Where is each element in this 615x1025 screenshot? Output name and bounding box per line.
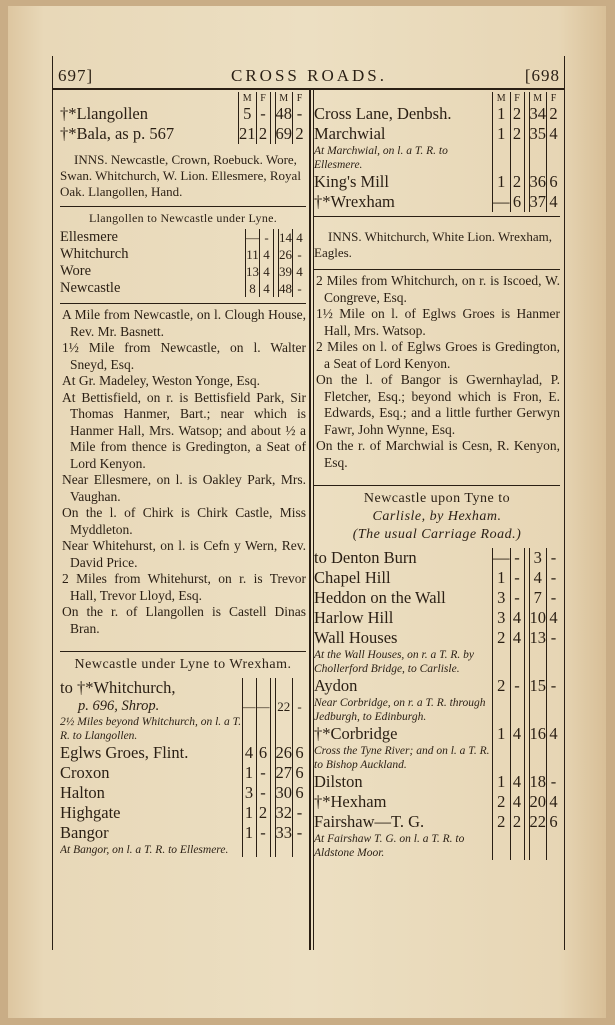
miles-header: M xyxy=(239,92,257,104)
table-note: At the Wall Houses, on r. a T. R. by Chollerford Bridge, to Carlisle. xyxy=(314,648,560,676)
table-row: Marchwial 1 2 35 4 xyxy=(314,124,560,144)
table-row: †*Hexham 2 4 20 4 xyxy=(314,792,560,812)
route-table-carlisle xyxy=(314,548,560,860)
seats-paragraphs-right xyxy=(314,273,560,471)
total-furlongs-header: F xyxy=(547,92,561,104)
seat-paragraph: Near Whitehurst, on l. is Cefn y Wern, Rev. David Price. xyxy=(62,538,306,570)
seats-paragraphs-left xyxy=(60,307,306,637)
table-row: to †*Whitchurch, xyxy=(60,678,306,698)
table-row: Fairshaw—T. G. 2 2 22 6 xyxy=(314,812,560,832)
table-row: †*Bala, as p. 567 21 2 69 2 xyxy=(60,124,306,144)
table-row: Bangor 1 - 33 - xyxy=(60,823,306,843)
seat-paragraph: On the l. of Bangor is Gwernhaylad, P. Fletcher, Esq.; beyond which is Fron, E. Edwards, Esq.; and a little further Gerwyn Fawr, John Wynne, Esq. xyxy=(316,372,560,437)
section-rule xyxy=(60,206,306,207)
inns-note-right: INNS. Whitchurch, White Lion. Wrexham, Eagles. xyxy=(314,229,553,260)
right-column xyxy=(314,92,560,860)
seat-paragraph: On the r. of Llangollen is Castell Dinas Bran. xyxy=(62,604,306,636)
header-rule xyxy=(52,88,564,90)
table-note: At Bangor, on l. a T. R. to Ellesmere. xyxy=(60,843,306,857)
table-row: Dilston 1 4 18 - xyxy=(314,772,560,792)
table-row: Heddon on the Wall 3 - 7 - xyxy=(314,588,560,608)
frame-left-rule xyxy=(52,56,53,950)
route-title-line-1: Newcastle upon Tyne to xyxy=(363,491,511,506)
table-row: Aydon 2 - 15 - xyxy=(314,676,560,696)
section-rule xyxy=(60,303,306,304)
table-row: Wall Houses 2 4 13 - xyxy=(314,628,560,648)
table-row: Eglws Groes, Flint. 4 6 26 6 xyxy=(60,743,306,763)
section-rule xyxy=(314,485,560,486)
table-row: Croxon 1 - 27 6 xyxy=(60,763,306,783)
seat-paragraph: On the l. of Chirk is Chirk Castle, Miss Myddleton. xyxy=(62,505,306,537)
running-title: CROSS ROADS. xyxy=(231,66,387,85)
route-title-llangollen: Llangollen to Newcastle under Lyne. xyxy=(88,211,278,225)
seat-paragraph: Near Ellesmere, on l. is Oakley Park, Mrs. Vaughan. xyxy=(62,472,306,504)
seat-paragraph: 1½ Mile from Newcastle, on l. Walter Sneyd, Esq. xyxy=(62,340,306,372)
column-divider xyxy=(309,90,311,950)
seat-paragraph: A Mile from Newcastle, on l. Clough House, Rev. Mr. Basnett. xyxy=(62,307,306,339)
section-rule xyxy=(60,651,306,652)
seat-paragraph: 1½ Mile on l. of Eglws Groes is Hanmer Hall, Mrs. Watsop. xyxy=(316,306,560,338)
route-table-wrexham xyxy=(60,678,306,857)
section-rule xyxy=(314,216,560,217)
table-row: Newcastle 8 4 48 - xyxy=(60,280,306,297)
route-table-llangollen xyxy=(60,229,306,297)
book-page xyxy=(8,6,606,1018)
route-title-newcastle-wrexham: Newcastle under Lyne to Wrexham. xyxy=(74,657,292,672)
left-column xyxy=(60,92,306,857)
table-note: At Marchwial, on l. a T. R. to Ellesmere. xyxy=(314,144,560,172)
table-note: Near Corbridge, on r. a T. R. through Jedburgh, to Edinburgh. xyxy=(314,696,560,724)
seat-paragraph: 2 Miles from Whitchurch, on r. is Iscoed, W. Congreve, Esq. xyxy=(316,273,560,305)
route-title-newcastle-carlisle xyxy=(314,490,560,544)
page-number-right: [698 xyxy=(524,66,560,85)
page-header xyxy=(56,64,562,88)
table-row: †*Corbridge 1 4 16 4 xyxy=(314,724,560,744)
table-note: Cross the Tyne River; and on l. a T. R. to Bishop Auckland. xyxy=(314,744,560,772)
table-row: Whitchurch 11 4 26 - xyxy=(60,246,306,263)
total-furlongs-header: F xyxy=(293,92,307,104)
table-note: At Fairshaw T. G. on l. a T. R. to Aldstone Moor. xyxy=(314,832,560,860)
furlongs-header: F xyxy=(256,92,270,104)
seat-paragraph: At Gr. Madeley, Weston Yonge, Esq. xyxy=(62,373,261,388)
seat-paragraph: 2 Miles from Whitehurst, on r. is Trevor Hall, Trevor Lloyd, Esq. xyxy=(62,571,306,603)
table-row: Wore 13 4 39 4 xyxy=(60,263,306,280)
table-row: to Denton Burn — - 3 - xyxy=(314,548,560,568)
table-row: Ellesmere — - 14 4 xyxy=(60,229,306,246)
inns-note-left: INNS. Newcastle, Crown, Roebuck. Wore, Swan. Whitchurch, W. Lion. Ellesmere, Royal Oak. Llangollen, Hand. xyxy=(60,152,301,199)
frame-right-rule xyxy=(564,56,565,950)
total-miles-header: M xyxy=(529,92,547,104)
seat-paragraph: On the r. of Marchwial is Cesn, R. Kenyon, Esq. xyxy=(316,438,560,470)
table-row: †*Wrexham — 6 37 4 xyxy=(314,192,560,212)
seat-paragraph: At Bettisfield, on r. is Bettisfield Park, Sir Thomas Hanmer, Bart.; near which is Hanmer Hall, Mrs. Watsop; and about ½ a Mile from thence is Gredington, a Seat of Lord Kenyon. xyxy=(62,389,306,471)
table-row: Halton 3 - 30 6 xyxy=(60,783,306,803)
table-row: Highgate 1 2 32 - xyxy=(60,803,306,823)
right-top-table xyxy=(314,92,560,212)
page-number-left: 697] xyxy=(58,66,94,85)
left-top-table xyxy=(60,92,306,144)
table-row: p. 696, Shrop. — — 22 - xyxy=(60,698,306,715)
total-miles-header: M xyxy=(275,92,293,104)
seat-paragraph: 2 Miles on l. of Eglws Groes is Gredington, a Seat of Lord Kenyon. xyxy=(316,339,560,371)
table-row: Harlow Hill 3 4 10 4 xyxy=(314,608,560,628)
table-row: Cross Lane, Denbsh. 1 2 34 2 xyxy=(314,104,560,124)
miles-header: M xyxy=(493,92,511,104)
table-row: Chapel Hill 1 - 4 - xyxy=(314,568,560,588)
table-row: King's Mill 1 2 36 6 xyxy=(314,172,560,192)
route-title-line-2: Carlisle, by Hexham. xyxy=(372,509,502,524)
furlongs-header: F xyxy=(510,92,524,104)
section-rule xyxy=(314,269,560,270)
route-title-line-3: (The usual Carriage Road.) xyxy=(352,527,522,542)
table-row: †*Llangollen 5 - 48 - xyxy=(60,104,306,124)
table-note: 2½ Miles beyond Whitchurch, on l. a T. R. to Llangollen. xyxy=(60,715,306,743)
